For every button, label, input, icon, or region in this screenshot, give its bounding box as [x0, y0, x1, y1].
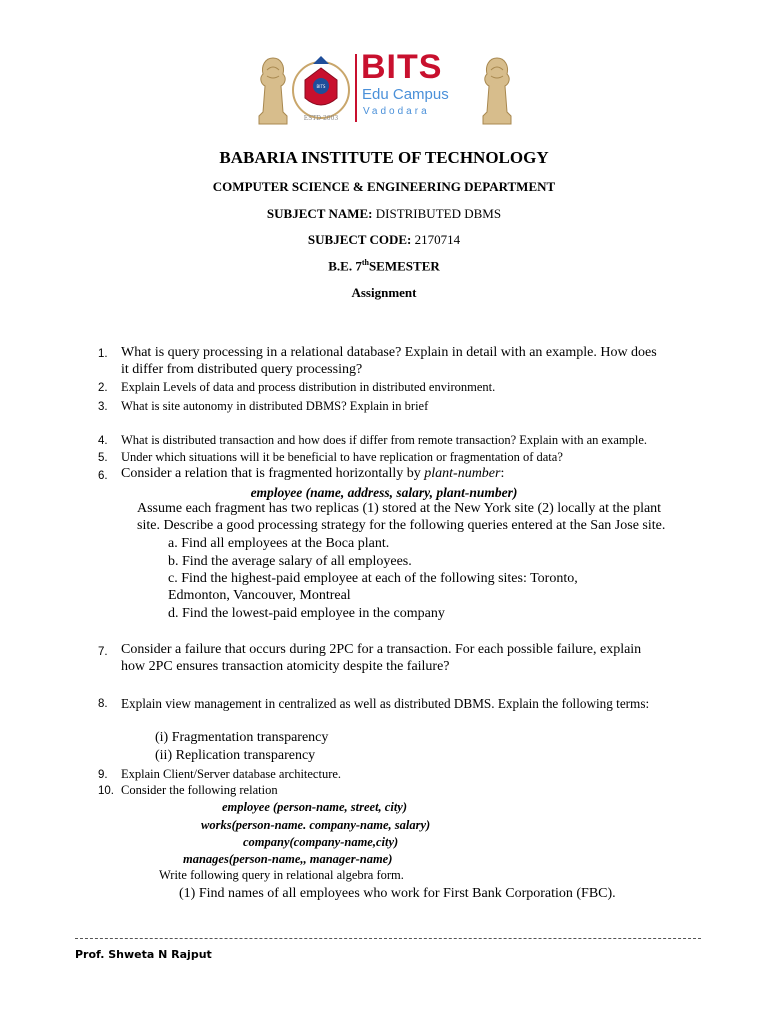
semester-suffix: SEMESTER: [368, 258, 440, 274]
q2-text: Explain Levels of data and process distribution in distributed environment.: [121, 380, 496, 394]
semester-sup: th: [361, 258, 369, 267]
logo-subtitle: Edu Campus: [362, 86, 449, 103]
semester-prefix: B.E. 7: [328, 258, 362, 274]
q10-subquestion-1: (1) Find names of all employees who work for First Bank Corporation (FBC).: [179, 886, 616, 901]
subject-name-value: DISTRIBUTED DBMS: [372, 206, 502, 221]
subject-code-label: SUBJECT CODE:: [307, 232, 412, 247]
q6-item-c-line2: Edmonton, Vancouver, Montreal: [168, 588, 351, 603]
q8-item-i: (i) Fragmentation transparency: [155, 730, 329, 745]
college-logo: [255, 50, 515, 130]
department-title: COMPUTER SCIENCE & ENGINEERING DEPARTMENT: [212, 179, 556, 194]
q6-text-pre: Consider a relation that is fragmented horizontally by: [121, 466, 425, 481]
q6-text-line4: site. Describe a good processing strategy for the following queries entered at the San Jose site.: [137, 518, 666, 533]
q8-text: Explain view management in centralized as well as distributed DBMS. Explain the following terms:: [121, 696, 650, 711]
svg-text:BITS: BITS: [316, 84, 326, 89]
footer-author: Prof. Shweta N Rajput: [75, 948, 212, 961]
q6-item-a: a. Find all employees at the Boca plant.: [168, 536, 390, 551]
q1-number: 1.: [98, 348, 108, 360]
q10-relation-manages: manages(person-name,, manager-name): [183, 852, 393, 866]
q4-number: 4.: [98, 435, 108, 447]
college-emblem-icon: [291, 50, 351, 126]
q3-number: 3.: [98, 401, 108, 413]
logo-brand: BITS: [361, 48, 443, 86]
subject-name-label: SUBJECT NAME:: [266, 206, 373, 221]
lion-statue-left-icon: [255, 54, 291, 126]
q9-text: Explain Client/Server database architecture.: [121, 767, 342, 781]
document-type: Assignment: [351, 285, 417, 300]
q10-instruction: Write following query in relational algebra form.: [159, 868, 404, 882]
semester: [0, 258, 768, 274]
svg-text:ESTD 2003: ESTD 2003: [303, 115, 339, 122]
logo-city: Vadodara: [363, 106, 430, 117]
q10-relation-works: works(person-name. company-name, salary): [201, 818, 431, 832]
q1-text-line1: What is query processing in a relational database? Explain in detail with an example. How does: [121, 345, 657, 360]
subject-code-value: 2170714: [411, 232, 461, 247]
q10-number: 10.: [98, 785, 114, 797]
lion-statue-right-icon: [479, 54, 515, 126]
q6-number: 6.: [98, 470, 108, 482]
q6-text-post: :: [500, 466, 505, 481]
q8-number: 8.: [98, 698, 108, 710]
q6-text-line1: [121, 466, 504, 482]
q10-relation-employee: employee (person-name, street, city): [222, 800, 408, 814]
q7-number: 7.: [98, 646, 108, 658]
q3-text: What is site autonomy in distributed DBMS? Explain in brief: [121, 399, 429, 413]
q4-text: What is distributed transaction and how does if differ from remote transaction? Explain with an example.: [121, 433, 648, 447]
subject-name: [0, 206, 768, 222]
q6-text-line3: Assume each fragment has two replicas (1) stored at the New York site (2) locally at the plant: [137, 501, 662, 516]
q2-number: 2.: [98, 382, 108, 394]
q6-text-italic: plant-number: [424, 466, 501, 481]
q10-relation-company: company(company-name,city): [243, 835, 399, 849]
institute-title: BABARIA INSTITUTE OF TECHNOLOGY: [219, 148, 549, 167]
q6-item-d: d. Find the lowest-paid employee in the company: [168, 606, 445, 621]
q6-item-c-line1: c. Find the highest-paid employee at each of the following sites: Toronto,: [168, 571, 578, 586]
q10-text: Consider the following relation: [121, 783, 278, 797]
footer-divider: [75, 938, 701, 939]
logo-divider: [355, 54, 357, 122]
q5-text: Under which situations will it be beneficial to have replication or fragmentation of data?: [121, 450, 563, 464]
q7-text-line1: Consider a failure that occurs during 2PC for a transaction. For each possible failure, explain: [121, 642, 642, 657]
q6-item-b: b. Find the average salary of all employees.: [168, 554, 412, 569]
q9-number: 9.: [98, 769, 108, 781]
q1-text-line2: it differ from distributed query processing?: [121, 362, 363, 377]
q7-text-line2: how 2PC ensures transaction atomicity despite the failure?: [121, 659, 450, 674]
subject-code: [0, 232, 768, 248]
q8-item-ii: (ii) Replication transparency: [155, 748, 316, 763]
q6-relation: employee (name, address, salary, plant-number): [250, 485, 518, 500]
q5-number: 5.: [98, 452, 108, 464]
